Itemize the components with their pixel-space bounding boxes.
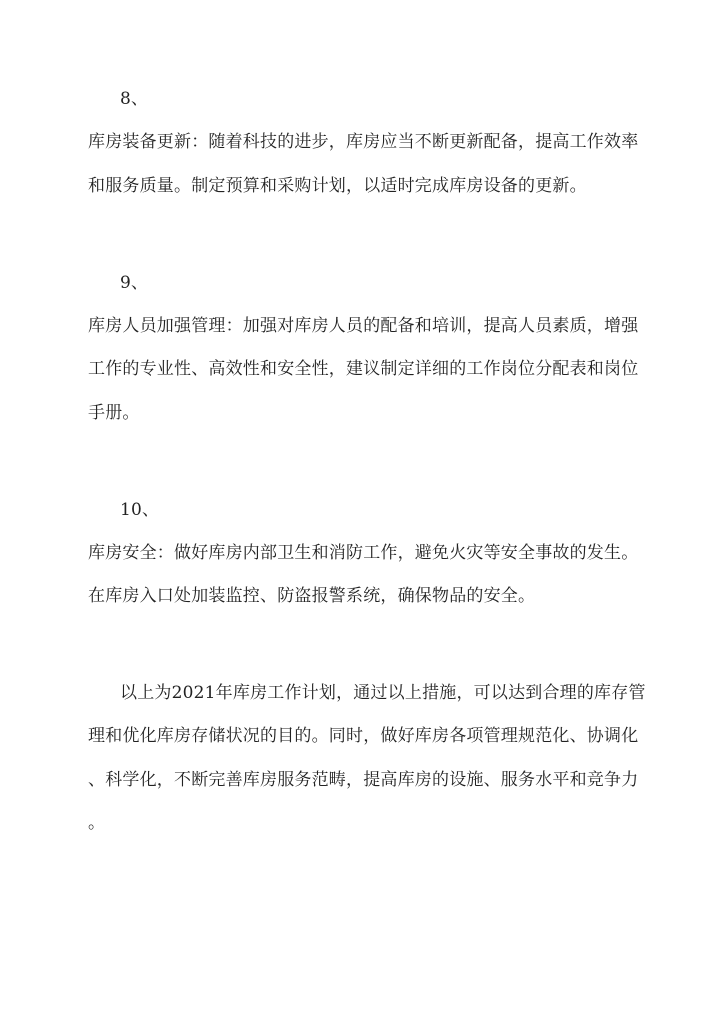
conclusion-line-4: 。 xyxy=(88,813,106,833)
section-8-line-2: 和服务质量。制定预算和采购计划，以适时完成库房设备的更新。 xyxy=(88,176,587,196)
section-9-line-1: 库房人员加强管理：加强对库房人员的配备和培训，提高人员素质，增强 xyxy=(88,316,639,336)
section-8-number: 8、 xyxy=(120,89,149,109)
conclusion-line-1: 以上为2021年库房工作计划，通过以上措施，可以达到合理的库存管 xyxy=(120,683,646,703)
section-9-line-3: 手册。 xyxy=(88,403,140,423)
section-10-line-1: 库房安全：做好库房内部卫生和消防工作，避免火灾等安全事故的发生。 xyxy=(88,543,639,563)
section-8-line-1: 库房装备更新：随着科技的进步，库房应当不断更新配备，提高工作效率 xyxy=(88,132,639,152)
conclusion-line-3: 、科学化，不断完善库房服务范畴，提高库房的设施、服务水平和竞争力 xyxy=(88,770,639,790)
section-10-line-2: 在库房入口处加装监控、防盗报警系统，确保物品的安全。 xyxy=(88,586,536,606)
section-9-line-2: 工作的专业性、高效性和安全性，建议制定详细的工作岗位分配表和岗位 xyxy=(88,359,639,379)
section-10-number: 10、 xyxy=(120,500,160,520)
section-9-number: 9、 xyxy=(120,273,149,293)
conclusion-line-2: 理和优化库房存储状况的目的。同时，做好库房各项管理规范化、协调化 xyxy=(88,726,639,746)
